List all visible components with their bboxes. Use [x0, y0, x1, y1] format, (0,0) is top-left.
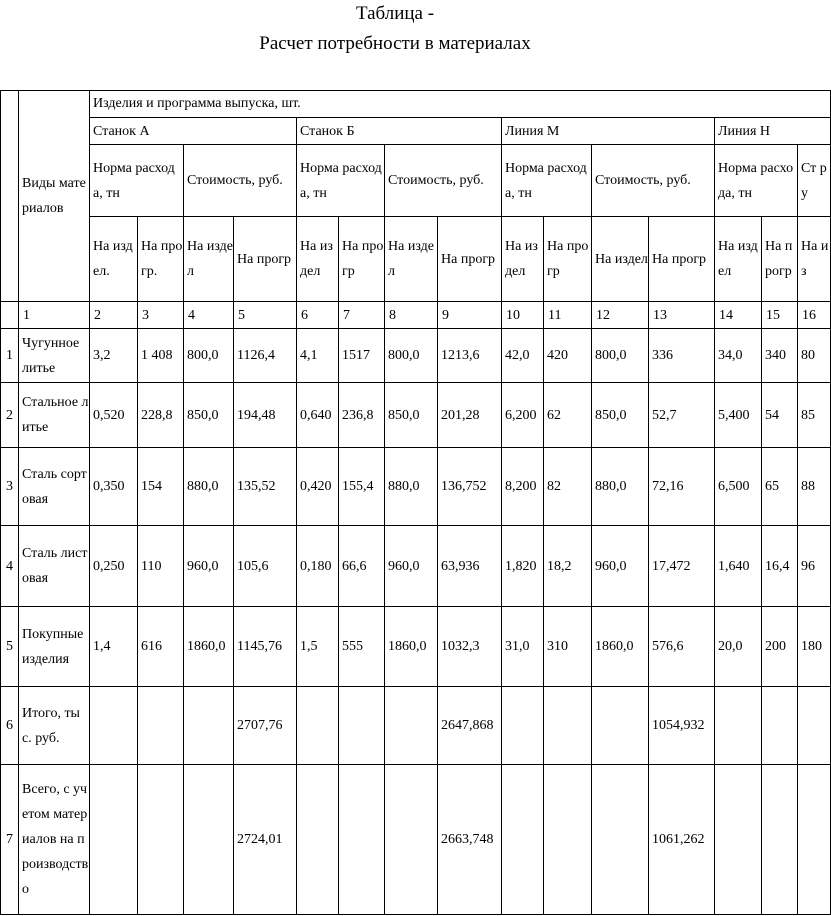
table-cell: 82 — [544, 448, 592, 526]
table-cell — [544, 765, 592, 915]
table-cell: 6,200 — [502, 383, 544, 448]
table-cell: 576,6 — [649, 607, 715, 687]
table-row — [1, 383, 831, 448]
table-cell: 2647,868 — [438, 687, 502, 765]
table-cell: 63,936 — [438, 526, 502, 607]
table-cell: 4,1 — [297, 329, 339, 383]
row-number: 1 — [1, 329, 19, 383]
column-number: 12 — [592, 302, 649, 329]
table-cell: 960,0 — [184, 526, 234, 607]
table-cell: 0,420 — [297, 448, 339, 526]
material-name: Стальное литье — [19, 383, 90, 448]
table-cell: 1860,0 — [385, 607, 438, 687]
column-number: 9 — [438, 302, 502, 329]
table-cell: 31,0 — [502, 607, 544, 687]
table-cell: 1145,76 — [234, 607, 297, 687]
table-cell — [715, 687, 762, 765]
header-cost: Стоимость, руб. — [385, 145, 502, 217]
table-cell: 6,500 — [715, 448, 762, 526]
table-cell — [339, 765, 385, 915]
table-cell: 54 — [762, 383, 798, 448]
page-title: Расчет потребности в материалах — [259, 33, 531, 54]
table-cell: 88 — [798, 448, 831, 526]
row-number: 5 — [1, 607, 19, 687]
table-cell — [184, 687, 234, 765]
table-cell — [592, 687, 649, 765]
materials-table — [0, 90, 831, 915]
table-cell — [762, 687, 798, 765]
header-cost: Стоимость, руб. — [592, 145, 715, 217]
table-cell: 1213,6 — [438, 329, 502, 383]
column-number: 11 — [544, 302, 592, 329]
header-per-prog: На прогр — [762, 217, 798, 302]
header-materials: Виды материалов — [19, 91, 90, 302]
table-cell: 154 — [138, 448, 184, 526]
table-row — [1, 687, 831, 765]
row-number: 4 — [1, 526, 19, 607]
header-per-prog: На прогр — [544, 217, 592, 302]
column-numbers-row — [1, 302, 831, 329]
material-name: Чугунное литье — [19, 329, 90, 383]
table-cell: 0,250 — [90, 526, 138, 607]
table-cell: 52,7 — [649, 383, 715, 448]
table-row — [1, 526, 831, 607]
header-norm: Норма расхода, тн — [715, 145, 798, 217]
row-number: 7 — [1, 765, 19, 915]
material-name: Покупные изделия — [19, 607, 90, 687]
table-cell: 85 — [798, 383, 831, 448]
header-per-item: На издел — [385, 217, 438, 302]
column-number: 2 — [90, 302, 138, 329]
table-cell: 1517 — [339, 329, 385, 383]
table-cell: 0,520 — [90, 383, 138, 448]
table-cell — [138, 765, 184, 915]
table-cell: 800,0 — [385, 329, 438, 383]
header-per-item-cut: На из — [798, 217, 831, 302]
table-cell: 1,5 — [297, 607, 339, 687]
table-cell — [90, 765, 138, 915]
table-row — [1, 607, 831, 687]
table-cell: 17,472 — [649, 526, 715, 607]
header-per-prog: На прогр — [649, 217, 715, 302]
table-cell: 96 — [798, 526, 831, 607]
material-name: Всего, с учетом материалов на производство — [19, 765, 90, 915]
table-body — [1, 329, 831, 915]
table-cell: 1,4 — [90, 607, 138, 687]
table-cell: 555 — [339, 607, 385, 687]
column-number: 15 — [762, 302, 798, 329]
column-number: 5 — [234, 302, 297, 329]
table-cell: 3,2 — [90, 329, 138, 383]
header-per-item: На издел — [592, 217, 649, 302]
table-cell: 80 — [798, 329, 831, 383]
table-cell: 0,350 — [90, 448, 138, 526]
table-cell — [762, 765, 798, 915]
table-cell: 0,640 — [297, 383, 339, 448]
table-cell: 8,200 — [502, 448, 544, 526]
header-group-a: Станок А — [90, 118, 297, 145]
column-number: 3 — [138, 302, 184, 329]
header-products: Изделия и программа выпуска, шт. — [90, 91, 831, 118]
corner-cell — [1, 91, 19, 302]
table-cell: 180 — [798, 607, 831, 687]
table-cell — [297, 765, 339, 915]
header-per-item: На издел — [297, 217, 339, 302]
header-per-prog: На прогр — [234, 217, 297, 302]
header-per-item: На издел. — [90, 217, 138, 302]
column-number: 4 — [184, 302, 234, 329]
table-cell: 1126,4 — [234, 329, 297, 383]
table-cell: 105,6 — [234, 526, 297, 607]
table-cell: 20,0 — [715, 607, 762, 687]
header-norm: Норма расхода, тн — [297, 145, 385, 217]
table-cell: 201,28 — [438, 383, 502, 448]
table-cell: 65 — [762, 448, 798, 526]
header-per-item: На издел — [502, 217, 544, 302]
table-cell: 194,48 — [234, 383, 297, 448]
table-cell: 850,0 — [592, 383, 649, 448]
column-number — [1, 302, 19, 329]
table-cell: 228,8 — [138, 383, 184, 448]
table-cell: 310 — [544, 607, 592, 687]
table-cell: 1860,0 — [184, 607, 234, 687]
table-cell — [502, 765, 544, 915]
table-cell — [592, 765, 649, 915]
header-cost: Стоимость, руб. — [184, 145, 297, 217]
table-cell — [798, 687, 831, 765]
table-cell: 42,0 — [502, 329, 544, 383]
table-cell: 850,0 — [385, 383, 438, 448]
table-cell: 110 — [138, 526, 184, 607]
row-number: 2 — [1, 383, 19, 448]
table-cell — [339, 687, 385, 765]
table-cell — [184, 765, 234, 915]
header-per-prog: На прогр. — [138, 217, 184, 302]
header-cost-cut: Ст ру — [798, 145, 831, 217]
header-group-m: Линия М — [502, 118, 715, 145]
header-group-n: Линия Н — [715, 118, 831, 145]
table-cell: 880,0 — [385, 448, 438, 526]
material-name: Сталь сортовая — [19, 448, 90, 526]
header-norm: Норма расхода, тн — [502, 145, 592, 217]
table-row — [1, 448, 831, 526]
table-cell: 2707,76 — [234, 687, 297, 765]
table-cell — [544, 687, 592, 765]
table-row — [1, 329, 831, 383]
header-per-item: На издел — [184, 217, 234, 302]
table-cell: 1 408 — [138, 329, 184, 383]
table-cell: 800,0 — [592, 329, 649, 383]
table-cell: 850,0 — [184, 383, 234, 448]
table-cell: 136,752 — [438, 448, 502, 526]
table-cell: 616 — [138, 607, 184, 687]
header-group-b: Станок Б — [297, 118, 502, 145]
table-cell: 1,820 — [502, 526, 544, 607]
table-cell: 960,0 — [385, 526, 438, 607]
table-cell: 0,180 — [297, 526, 339, 607]
table-cell: 420 — [544, 329, 592, 383]
column-number: 13 — [649, 302, 715, 329]
table-cell — [715, 765, 762, 915]
column-number: 14 — [715, 302, 762, 329]
header-per-item: На издел — [715, 217, 762, 302]
header-per-prog: На прогр — [339, 217, 385, 302]
column-number: 10 — [502, 302, 544, 329]
table-cell — [385, 765, 438, 915]
header-per-prog: На прогр — [438, 217, 502, 302]
table-cell: 135,52 — [234, 448, 297, 526]
table-cell: 155,4 — [339, 448, 385, 526]
table-cell: 336 — [649, 329, 715, 383]
table-cell: 1,640 — [715, 526, 762, 607]
table-cell: 62 — [544, 383, 592, 448]
column-number: 8 — [385, 302, 438, 329]
table-cell: 880,0 — [184, 448, 234, 526]
table-cell — [297, 687, 339, 765]
table-cell: 1054,932 — [649, 687, 715, 765]
table-cell: 5,400 — [715, 383, 762, 448]
table-cell — [385, 687, 438, 765]
table-cell: 1032,3 — [438, 607, 502, 687]
table-cell — [90, 687, 138, 765]
row-number: 3 — [1, 448, 19, 526]
column-number: 16 — [798, 302, 831, 329]
table-caption: Таблица - — [355, 3, 435, 24]
table-cell — [798, 765, 831, 915]
column-number: 7 — [339, 302, 385, 329]
column-number: 1 — [19, 302, 90, 329]
material-name: Сталь листовая — [19, 526, 90, 607]
column-number: 6 — [297, 302, 339, 329]
material-name: Итого, тыс. руб. — [19, 687, 90, 765]
table-cell: 2663,748 — [438, 765, 502, 915]
table-cell: 16,4 — [762, 526, 798, 607]
table-cell: 1860,0 — [592, 607, 649, 687]
table-cell: 66,6 — [339, 526, 385, 607]
table-cell — [138, 687, 184, 765]
table-cell: 800,0 — [184, 329, 234, 383]
table-cell: 18,2 — [544, 526, 592, 607]
header-norm: Норма расхода, тн — [90, 145, 184, 217]
table-cell: 880,0 — [592, 448, 649, 526]
table-cell: 200 — [762, 607, 798, 687]
table-row — [1, 765, 831, 915]
table-cell: 236,8 — [339, 383, 385, 448]
table-cell: 72,16 — [649, 448, 715, 526]
table-cell: 34,0 — [715, 329, 762, 383]
table-cell: 1061,262 — [649, 765, 715, 915]
table-cell: 340 — [762, 329, 798, 383]
table-cell: 2724,01 — [234, 765, 297, 915]
table-cell: 960,0 — [592, 526, 649, 607]
table-cell — [502, 687, 544, 765]
row-number: 6 — [1, 687, 19, 765]
